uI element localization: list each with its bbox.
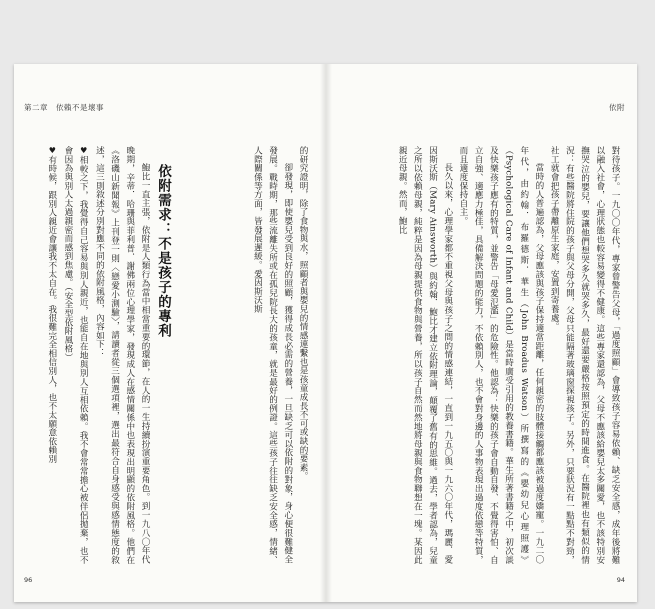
list-item xyxy=(60,146,91,564)
left-paragraph-2: 卻發現，即使嬰兒受到良好的照顧，獲得成長必需的營養，一旦缺乏可以依附的對象，身心便很難健全發展。戰時期，那些流離失所或在孤兒院長大的孩童，就是最好的例證。這些孩子往往缺乏安全感，情緒、人際關係等方面，皆發展遲緩。愛因斯沃斯 xyxy=(252,146,293,564)
left-running-head: 第二章 依賴不是壞事 xyxy=(24,103,104,112)
list-item-text: 相較之下，我覺得自己容易與別人親近，也能自在地與別人互相依賴。我不會常常擔心被伴侶拋棄，也不會因為與別人太過親密而感到焦慮。（安全型依附風格） xyxy=(62,146,89,564)
attachment-style-list xyxy=(44,146,92,564)
left-paragraph-3: 鮑比一直主張，依附是人類行為當中相當重要的環節，在人的一生持續扮演重要角色。到一九八〇年代晚期，辛蒂．哈珊與菲利普．謝佛兩位心理學家，發現成人在感情關係中也表現出明顯的依附風格。他們在《洛磯山新聞報》上刊登一則〈戀愛小測驗〉，請讀者從三個選項裡，選出最符合自身感受與感情態度的敘述，這三則敘述分別對應不同的依附風格，內容如下： xyxy=(94,146,150,564)
right-page xyxy=(326,64,637,602)
list-item xyxy=(44,146,60,564)
heart-bullet-icon: ♥ xyxy=(47,146,57,156)
left-page-number: 96 xyxy=(24,576,33,584)
right-page-number: 94 xyxy=(616,576,625,584)
left-paragraph-1: 的研究證明，除了食物與水，照顧者與嬰兒的情感連繫也是孩童成長不可或缺的要素。 xyxy=(298,146,308,481)
book-spread xyxy=(14,64,637,602)
section-heading: 依附需求：不是孩子的專利 xyxy=(155,164,171,338)
right-paragraph-3: 長久以來，心理學家都不重視父母與孩子之間的情感連結，一直到一九五〇與一九六〇年代，瑪麗．愛因斯沃斯（Mary Ainsworth）與約翰．鮑比才建立依附理論，顛覆了舊有的思維。過去，學者認為，兒童之所以依賴母親，純粹是因為母親提供食物與營養，所以孩子自然而然地將母親與食物聯想在一塊。某因此親近母親。然而，鮑比 xyxy=(397,146,453,564)
heart-bullet-icon: ♥ xyxy=(79,146,89,156)
left-body-column-a xyxy=(182,146,310,564)
right-paragraph-2: 當時的人普遍認為，父母應該與孩子保持適當距離，任何親密的肢體接觸都應該被過度嬌寵。一九二〇年代，由約翰．布羅德斯．華生（John Broadus Watson）所撰寫的《嬰幼兒心理照護》（Psychological Care of Infant and Child）是當時廣受引用的教養書籍。華生所著書籍之中，初次談及快樂孩子應有的特質，並警告「母愛氾濫」的危險性。他認為：快樂的孩子會自動自發、不覺得害怕、自立自強、適應力極佳，具備解決問題的能力，不依賴別人，也不會對身邊的人事物表現出過度依戀等特質，而且適度保持自主。 xyxy=(457,146,544,564)
right-body-text xyxy=(340,146,622,564)
right-running-head: 依附 xyxy=(609,103,625,112)
left-page xyxy=(14,64,325,602)
left-body-column-b xyxy=(26,146,152,564)
right-paragraph-1: 對待孩子。一九〇〇年代，專家曾警告父母，「過度照顧」會導致孩子容易依賴、缺乏安全感，成年後將難以融入社會，心理狀態也較容易變得不健康。這些專家還認為，父母不應該給嬰兒太多關愛，也不該特別安撫哭泣的嬰兒，要讓他們想哭多久就哭多久，最好還要嚴格按照預定的時間進食。在醫院裡也有類似的情況：有些醫院將住院的孩子與父母分開，父母只能隔著玻璃窗探視孩子。另外，只要狀況有一點點不對勁，社工就會把孩子帶離原生家庭，安置到寄養處。 xyxy=(549,146,620,564)
list-item-text: 有時候，跟別人親近會讓我不太自在。我很難完全相信別人，也不太願意依賴別 xyxy=(46,155,57,464)
